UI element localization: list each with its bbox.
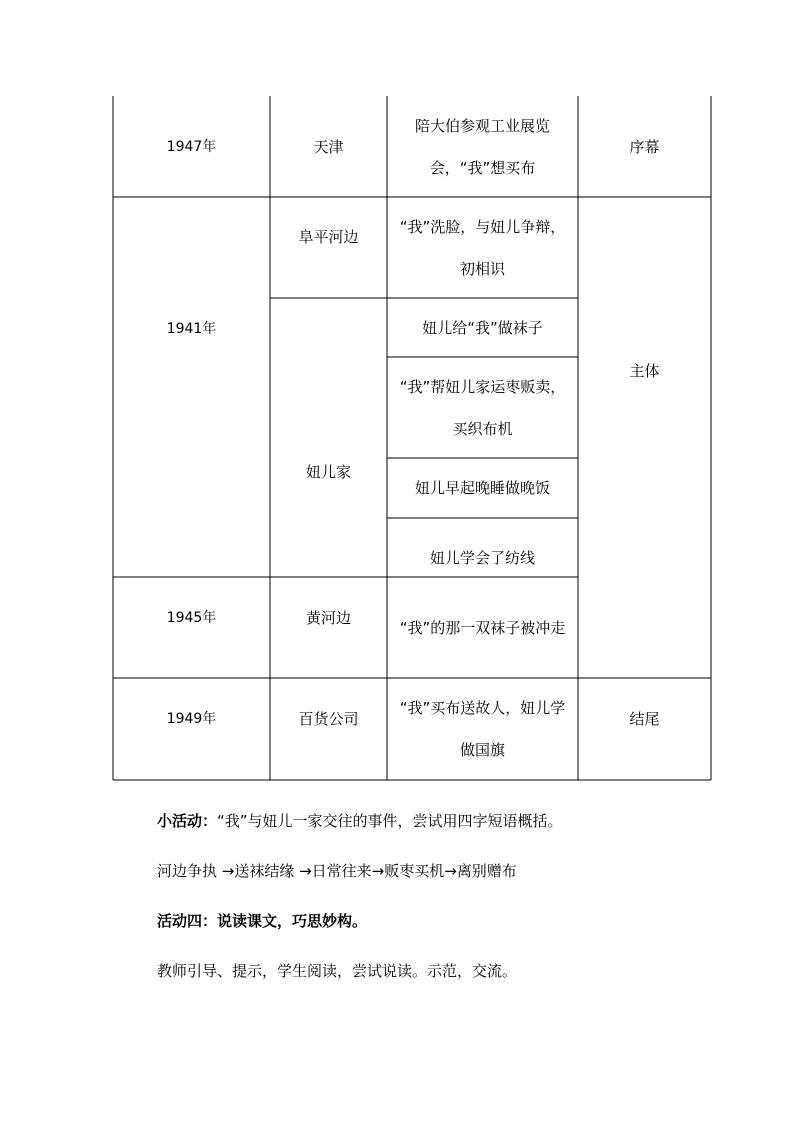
- part-cell-prologue: [578, 96, 711, 197]
- event-text: “我”洗脸，与妞儿争辩，初相识: [399, 217, 566, 278]
- event-text: 陪大伯参观工业展览会，“我”想买布: [414, 116, 550, 177]
- year-cell-1945: [113, 577, 270, 658]
- part-label: 结尾: [629, 709, 660, 728]
- summary-line: 河边争执 →送袜结缘 →日常往来→贩枣买机→离别赠布: [157, 862, 517, 880]
- activity-four-title: 活动四：说读课文，巧思妙构。: [157, 912, 368, 930]
- event-text: “我”帮妞儿家运枣贩卖，买织布机: [399, 377, 566, 438]
- part-cell-ending: [578, 678, 711, 759]
- event-cell: [387, 458, 578, 518]
- place-label: 百货公司: [298, 709, 359, 728]
- event-cell: [387, 577, 578, 678]
- small-activity-label: 小活动：: [157, 812, 218, 830]
- year-cell-1941: [113, 197, 270, 461]
- place-label: 天津: [313, 137, 344, 156]
- event-text: 妞儿早起晚睡做晚饭: [414, 479, 550, 497]
- event-cell: [387, 197, 578, 298]
- event-text: “我”的那一双袜子被冲走: [399, 618, 566, 637]
- year-cell-1949: [113, 678, 270, 759]
- place-cell-department-store: [270, 678, 387, 759]
- place-label: 妞儿家: [305, 463, 351, 481]
- place-cell-tianjin: [270, 96, 387, 197]
- place-label: 黄河边: [305, 608, 351, 627]
- part-cell-main: [578, 197, 711, 544]
- year-label: 1947年: [166, 138, 217, 155]
- year-cell-1947: [113, 96, 270, 197]
- place-label: 阜平河边: [298, 228, 359, 246]
- year-label: 1949年: [166, 710, 217, 727]
- event-text: “我”买布送故人，妞儿学做国旗: [399, 699, 566, 759]
- place-cell-fuping: [270, 197, 387, 277]
- year-label: 1941年: [166, 321, 217, 337]
- event-cell: [387, 357, 578, 458]
- part-label: 序幕: [629, 137, 660, 156]
- event-cell: [387, 678, 578, 780]
- place-cell-yellow-river: [270, 577, 387, 658]
- event-cell: [387, 298, 578, 357]
- year-label: 1945年: [166, 609, 217, 626]
- event-cell: [387, 96, 578, 197]
- event-text: 妞儿学会了纺线: [429, 548, 535, 567]
- small-activity-text: “我”与妞儿一家交往的事件，尝试用四字短语概括。: [217, 812, 563, 830]
- teacher-instructions: 教师引导、提示，学生阅读，尝试说读。示范，交流。: [157, 962, 518, 980]
- small-activity-line: [157, 810, 563, 831]
- event-text: 妞儿给“我”做袜子: [422, 318, 543, 337]
- part-label: 主体: [629, 361, 660, 380]
